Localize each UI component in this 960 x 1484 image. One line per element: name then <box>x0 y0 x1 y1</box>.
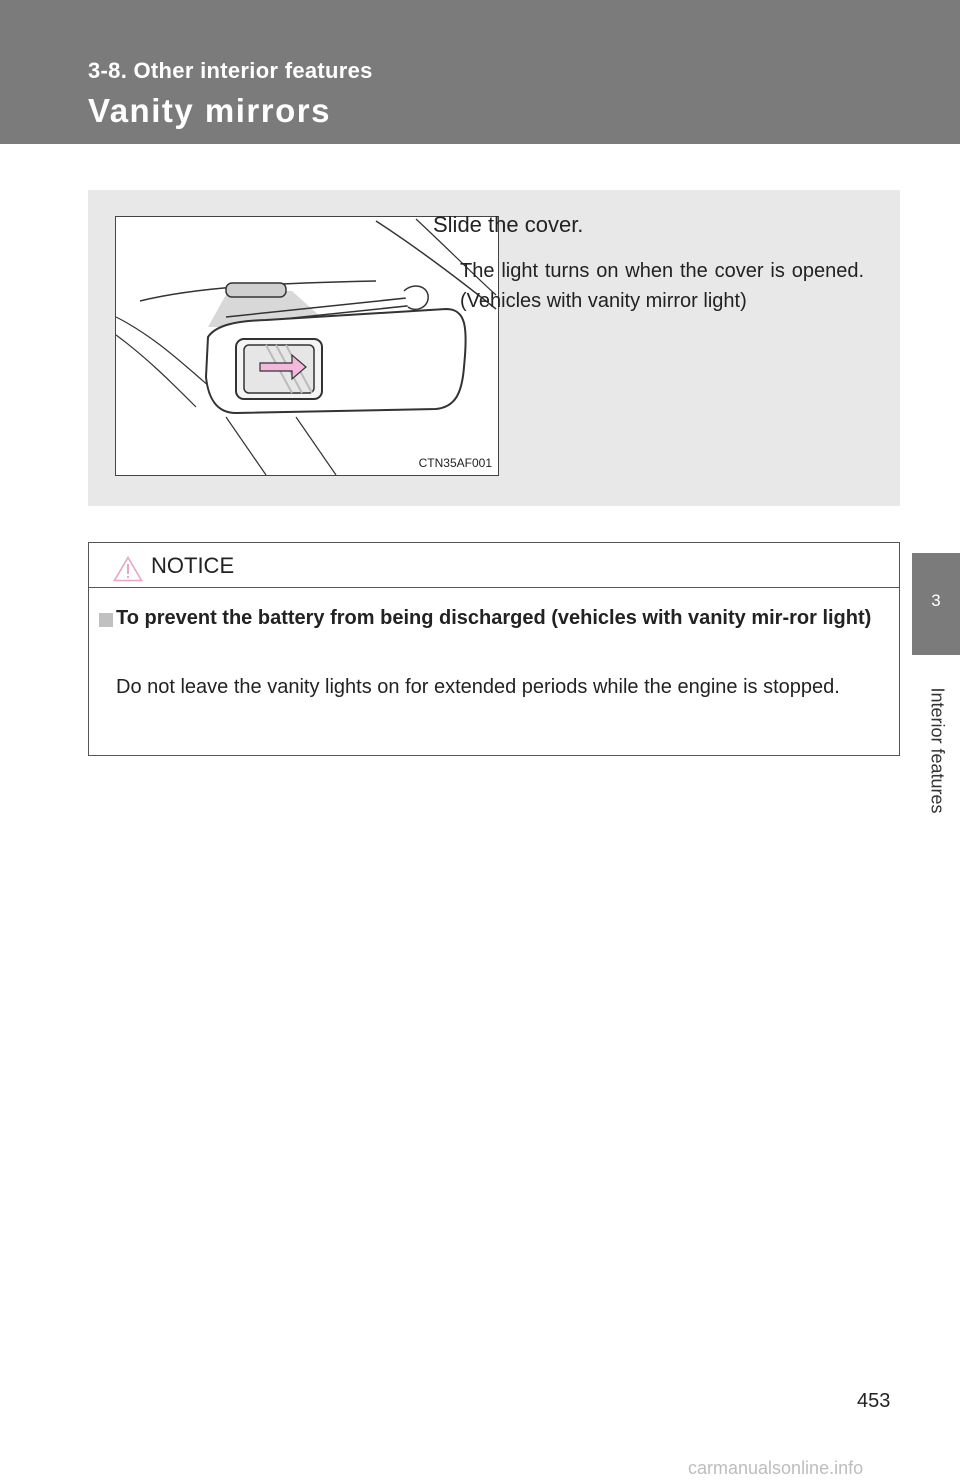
section-label: 3-8. Other interior features <box>88 58 373 83</box>
watermark: carmanualsonline.info <box>688 1458 864 1478</box>
page-number: 453 <box>857 1390 891 1412</box>
chapter-label-text: Interior features <box>927 687 948 814</box>
notice-text: Do not leave the vanity lights on for extended periods while the engine is stopped. <box>116 676 840 698</box>
page-title: Vanity mirrors <box>88 92 331 129</box>
warning-icon <box>113 556 143 582</box>
sun-visor-drawing <box>116 217 498 475</box>
notice-title: NOTICE <box>151 553 235 578</box>
step-title: Slide the cover. <box>433 212 584 237</box>
page-header <box>0 0 960 144</box>
notice-subheading: To prevent the battery from being discharged (vehicles with vanity mir-ror light) <box>116 607 872 629</box>
step-description: The light turns on when the cover is opened. (Vehicles with vanity mirror light) <box>460 260 864 312</box>
figure-code: CTN35AF001 <box>418 456 492 470</box>
notice-header <box>89 543 899 588</box>
bullet-square-icon <box>99 613 113 627</box>
notice-box <box>88 542 900 756</box>
chapter-tab <box>912 553 960 655</box>
chapter-number: 3 <box>931 591 941 610</box>
chapter-label <box>920 672 950 832</box>
sun-visor-illustration <box>115 216 499 476</box>
